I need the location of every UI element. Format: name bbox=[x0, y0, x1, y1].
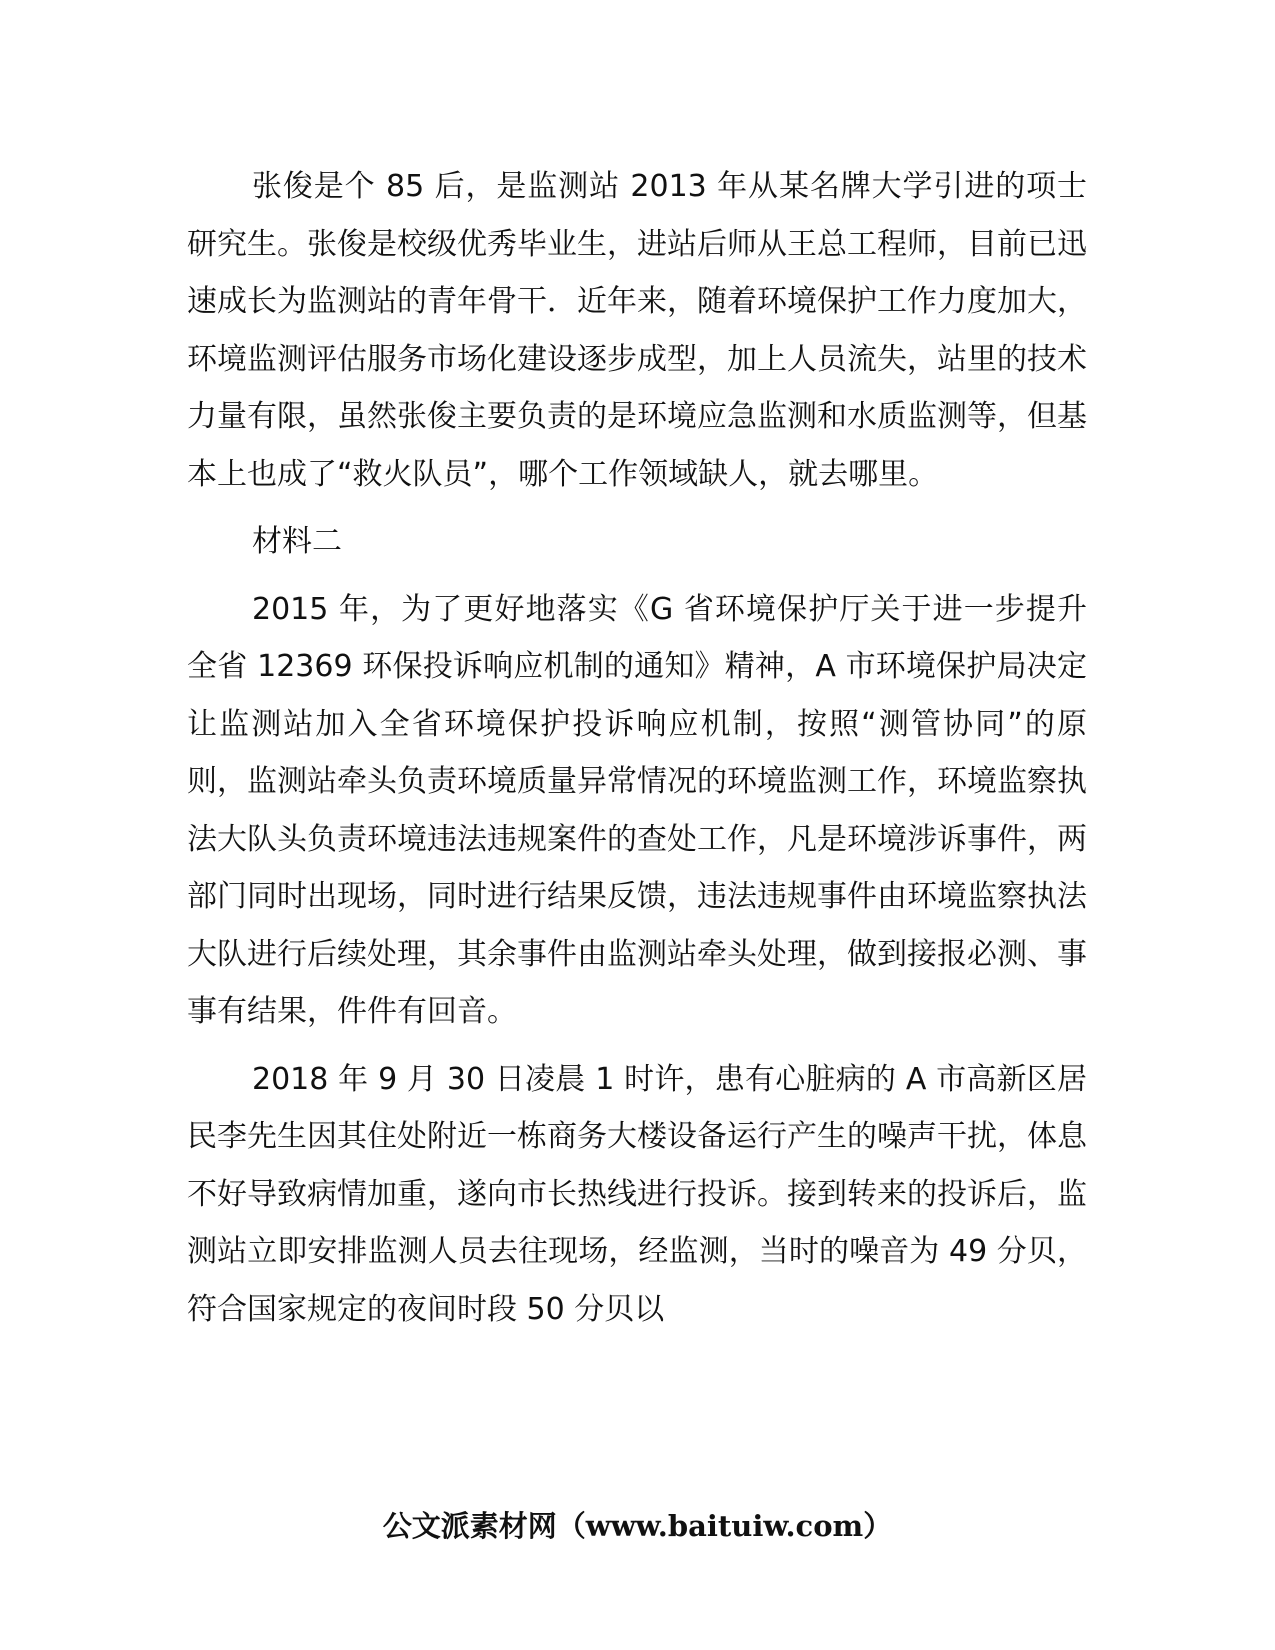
paragraph-1: 张俊是个 85 后，是监测站 2013 年从某名牌大学引进的项士研究生。张俊是校级优秀毕业生，进站后师从王总工程师，目前已迅速成长为监测站的青年骨干．近年来，随着环境保护工作力度加大，环境监测评估服务市场化建设逐步成型，加上人员流失，站里的技术力量有限，虽然张俊主要负责的是环境应急监测和水质监测等，但基本上也成了“救火队员”，哪个工作领域缺人，就去哪里。 bbox=[187, 169, 1087, 492]
paragraph-4: 2018 年 9 月 30 日凌晨 1 时许，患有心脏病的 A 市高新区居民李先生因其住处附近一栋商务大楼设备运行产生的噪声干扰，体息不好导致病情加重，遂向市长热线进行投诉。接到转来的投诉后，监测站立即安排监测人员去往现场，经监测，当时的噪音为 49 分贝，符合国家规定的夜间时段 50 分贝以 bbox=[187, 1061, 1087, 1327]
paragraph-3: 2015 年，为了更好地落实《G 省环境保护厅关于进一步提升全省 12369 环保投诉响应机制的通知》精神，A 市环境保护局决定让监测站加入全省环境保护投诉响应机制，按照“测管协同”的原则，监测站牵头负责环境质量异常情况的环境监测工作，环境监察执法大队头负责环境违法违规案件的查处工作，凡是环境涉诉事件，两部门同时出现场，同时进行结果反馈，违法违规事件由环境监察执法大队进行后续处理，其余事件由监测站牵头处理，做到接报必测、事事有结果，件件有回音。 bbox=[187, 591, 1087, 1029]
footer-watermark: 公文派素材网（www.baituiw.com） bbox=[382, 1509, 893, 1543]
document-body bbox=[187, 158, 1087, 1338]
section-heading: 材料二 bbox=[252, 524, 342, 559]
